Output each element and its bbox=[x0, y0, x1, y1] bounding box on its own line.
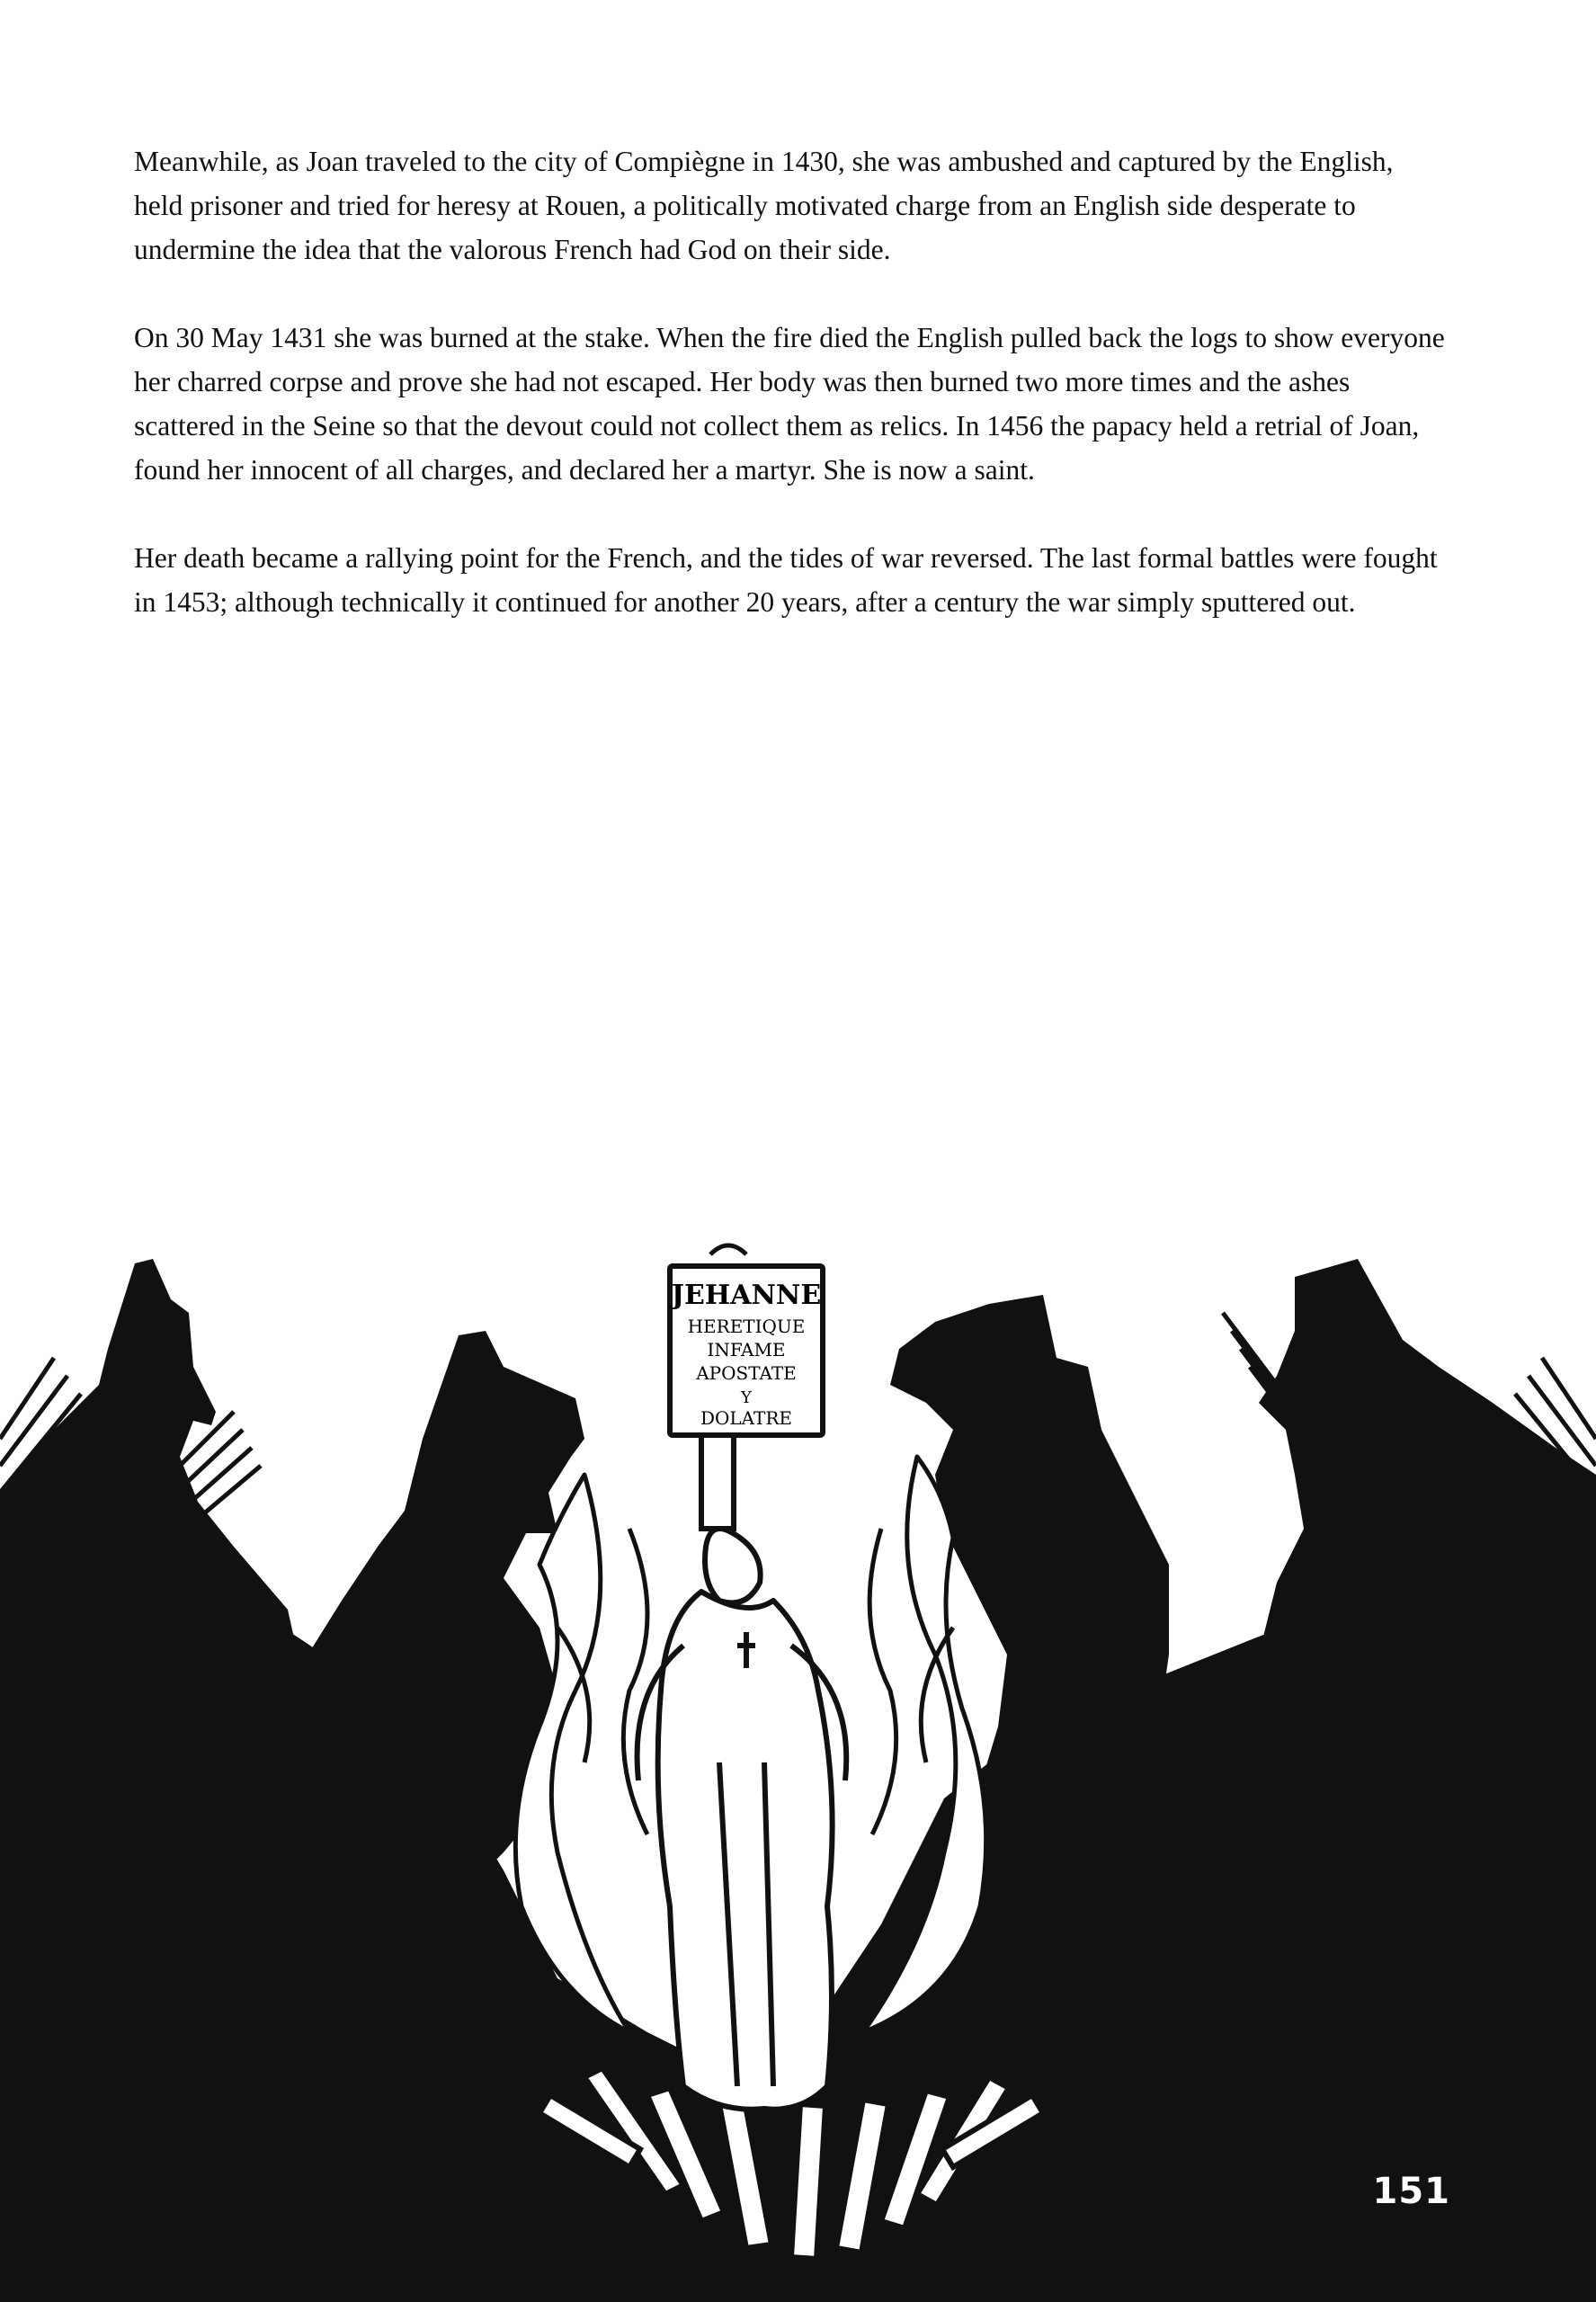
execution-illustration bbox=[0, 1223, 1596, 2302]
paragraph-execution: On 30 May 1431 she was burned at the stake. When the fire died the English pulled back the logs to show everyone her charred corpse and prove she had not escaped. Her body was then burned two more times and the ashes scattered in the Seine so that the devout could not collect them as relics. In 1456 the papacy held a retrial of Joan, found her innocent of all charges, and declared her a martyr. She is now a saint. bbox=[134, 322, 1445, 486]
sign-title: JEHANNE bbox=[671, 1280, 822, 1311]
silhouette-figure-4 bbox=[1250, 1259, 1596, 2122]
paragraph-aftermath: Her death became a rallying point for the French, and the tides of war reversed. The last formal battles were fought in 1453; although technically it continued for another 20 years, after a century the war simply sputtered out. bbox=[134, 542, 1438, 618]
placard-sign bbox=[669, 1245, 823, 1435]
page-number: 151 bbox=[1372, 2171, 1450, 2212]
joan-figure bbox=[638, 1529, 847, 2110]
paragraph-capture: Meanwhile, as Joan traveled to the city of Compiègne in 1430, she was ambushed and captured by the English, held prisoner and tried for heresy at Rouen, a politically motivated charge from an English side desperate to undermine the idea that the valorous French had God on their side. bbox=[134, 146, 1394, 265]
sign-line-4: APOSTATE bbox=[696, 1362, 797, 1384]
sign-line-2: HERETIQUE bbox=[687, 1316, 806, 1337]
body-text bbox=[134, 139, 1447, 668]
silhouette-figure-1 bbox=[0, 1259, 306, 2104]
illustration-svg bbox=[0, 1223, 1596, 2302]
sign-line-6: DOLATRE bbox=[700, 1407, 793, 1429]
sign-line-5: Y bbox=[741, 1388, 752, 1407]
sign-line-3: INFAME bbox=[707, 1339, 786, 1361]
